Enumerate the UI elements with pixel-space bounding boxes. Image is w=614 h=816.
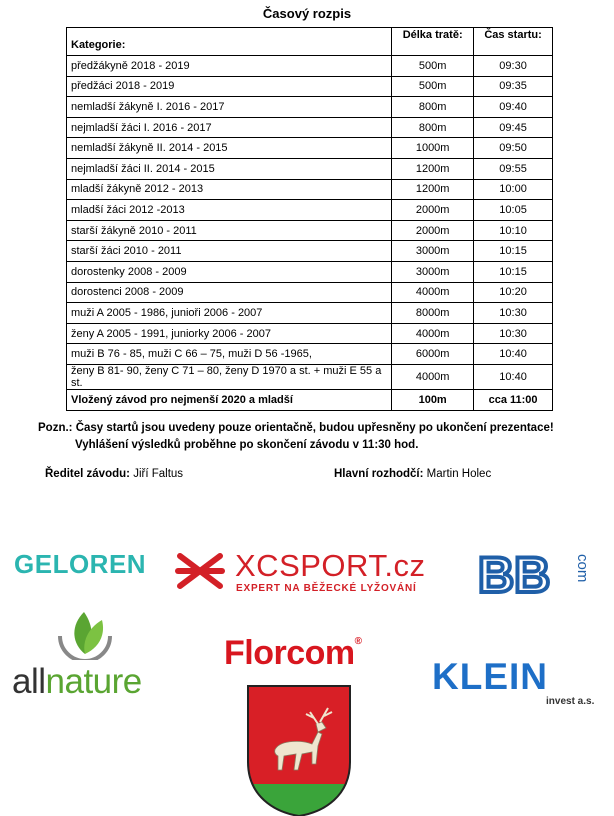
final-row-start: cca 11:00 xyxy=(474,389,553,410)
table-row xyxy=(67,220,553,241)
row-category: muži B 76 - 85, muži C 66 – 75, muži D 56 -1965, xyxy=(67,344,392,365)
row-length: 4000m xyxy=(392,323,474,344)
table-row xyxy=(67,344,553,365)
bb-logo-text: BB xyxy=(478,550,551,598)
row-start: 09:35 xyxy=(474,76,553,97)
bb-com-logo xyxy=(478,550,598,598)
race-director-label: Ředitel závodu: xyxy=(45,468,130,480)
row-category: starší žáci 2010 - 2011 xyxy=(67,241,392,262)
row-start: 09:50 xyxy=(474,138,553,159)
coat-of-arms-deer-icon xyxy=(246,684,352,816)
row-category: ženy A 2005 - 1991, juniorky 2006 - 2007 xyxy=(67,323,392,344)
row-start: 09:55 xyxy=(474,158,553,179)
table-header-row xyxy=(67,28,553,56)
allnature-logo-part-2: nature xyxy=(45,662,142,701)
row-length: 500m xyxy=(392,76,474,97)
row-length: 800m xyxy=(392,117,474,138)
row-category: předžákyně 2018 - 2019 xyxy=(67,56,392,77)
xcsport-tagline: EXPERT NA BĚŽECKÉ LYŽOVÁNÍ xyxy=(236,583,417,594)
table-row xyxy=(67,97,553,118)
row-category: nemladší žákyně I. 2016 - 2017 xyxy=(67,97,392,118)
table-row xyxy=(67,56,553,77)
florcom-logo-text: Florcom xyxy=(224,634,355,672)
row-start: 10:10 xyxy=(474,220,553,241)
final-row-length: 100m xyxy=(392,389,474,410)
row-category: ženy B 81- 90, ženy C 71 – 80, ženy D 1970 a st. + muži E 55 a st. xyxy=(67,364,392,389)
row-length: 500m xyxy=(392,56,474,77)
row-category: mladší žáci 2012 -2013 xyxy=(67,200,392,221)
row-category: muži A 2005 - 1986, junioři 2006 - 2007 xyxy=(67,303,392,324)
row-length: 2000m xyxy=(392,200,474,221)
note-label: Pozn.: xyxy=(38,422,73,434)
geloren-logo: GELOREN xyxy=(14,549,147,579)
row-category: nemladší žákyně II. 2014 - 2015 xyxy=(67,138,392,159)
row-category: starší žákyně 2010 - 2011 xyxy=(67,220,392,241)
row-length: 4000m xyxy=(392,282,474,303)
header-start: Čas startu: xyxy=(474,28,553,56)
table-row xyxy=(67,200,553,221)
final-row-category: Vložený závod pro nejmenší 2020 a mladší xyxy=(67,389,392,410)
table-row xyxy=(67,282,553,303)
xcsport-logo: XCSPORT.cz xyxy=(235,548,426,583)
row-start: 10:40 xyxy=(474,364,553,389)
row-category: dorostenci 2008 - 2009 xyxy=(67,282,392,303)
row-start: 10:15 xyxy=(474,261,553,282)
head-judge-label: Hlavní rozhodčí: xyxy=(334,468,424,480)
row-start: 10:05 xyxy=(474,200,553,221)
table-row xyxy=(67,323,553,344)
table-row xyxy=(67,117,553,138)
schedule-table xyxy=(66,27,553,411)
row-category: předžáci 2018 - 2019 xyxy=(67,76,392,97)
row-length: 1000m xyxy=(392,138,474,159)
head-judge xyxy=(334,468,491,480)
row-length: 2000m xyxy=(392,220,474,241)
row-start: 10:20 xyxy=(474,282,553,303)
row-length: 1200m xyxy=(392,158,474,179)
race-director xyxy=(45,468,183,480)
row-start: 10:40 xyxy=(474,344,553,365)
row-category: dorostenky 2008 - 2009 xyxy=(67,261,392,282)
table-row xyxy=(67,179,553,200)
table-row xyxy=(67,138,553,159)
allnature-logo xyxy=(12,662,142,702)
row-start: 09:40 xyxy=(474,97,553,118)
klein-subtitle: invest a.s. xyxy=(546,696,595,707)
table-row xyxy=(67,241,553,262)
row-length: 6000m xyxy=(392,344,474,365)
note xyxy=(38,420,554,454)
florcom-registered-mark: ® xyxy=(354,636,362,647)
row-length: 3000m xyxy=(392,261,474,282)
row-category: nejmladší žáci II. 2014 - 2015 xyxy=(67,158,392,179)
row-start: 10:30 xyxy=(474,323,553,344)
row-category: nejmladší žáci I. 2016 - 2017 xyxy=(67,117,392,138)
row-start: 09:45 xyxy=(474,117,553,138)
table-row xyxy=(67,303,553,324)
row-start: 10:15 xyxy=(474,241,553,262)
xcsport-logo-mark xyxy=(174,550,226,592)
florcom-logo xyxy=(224,634,362,673)
header-category: Kategorie: xyxy=(67,28,392,56)
note-line-2: Vyhlášení výsledků proběhne po skončení závodu v 11:30 hod. xyxy=(75,439,419,451)
allnature-leaf-icon xyxy=(54,608,116,660)
race-director-name: Jiří Faltus xyxy=(133,468,184,480)
head-judge-name: Martin Holec xyxy=(426,468,492,480)
row-length: 1200m xyxy=(392,179,474,200)
table-row xyxy=(67,364,553,389)
row-length: 4000m xyxy=(392,364,474,389)
page-title: Časový rozpis xyxy=(262,6,352,21)
row-start: 10:00 xyxy=(474,179,553,200)
table-row xyxy=(67,158,553,179)
klein-logo: KLEIN xyxy=(432,656,548,697)
row-category: mladší žákyně 2012 - 2013 xyxy=(67,179,392,200)
row-length: 8000m xyxy=(392,303,474,324)
table-row-final xyxy=(67,389,553,410)
row-length: 800m xyxy=(392,97,474,118)
table-row xyxy=(67,261,553,282)
row-start: 09:30 xyxy=(474,56,553,77)
bb-logo-suffix: com xyxy=(574,554,591,583)
note-line-1: Časy startů jsou uvedeny pouze orientačně, budou upřesněny po ukončení prezentace! xyxy=(75,422,554,434)
row-length: 3000m xyxy=(392,241,474,262)
allnature-logo-part-1: all xyxy=(12,662,46,701)
header-length: Délka tratě: xyxy=(392,28,474,56)
table-row xyxy=(67,76,553,97)
row-start: 10:30 xyxy=(474,303,553,324)
